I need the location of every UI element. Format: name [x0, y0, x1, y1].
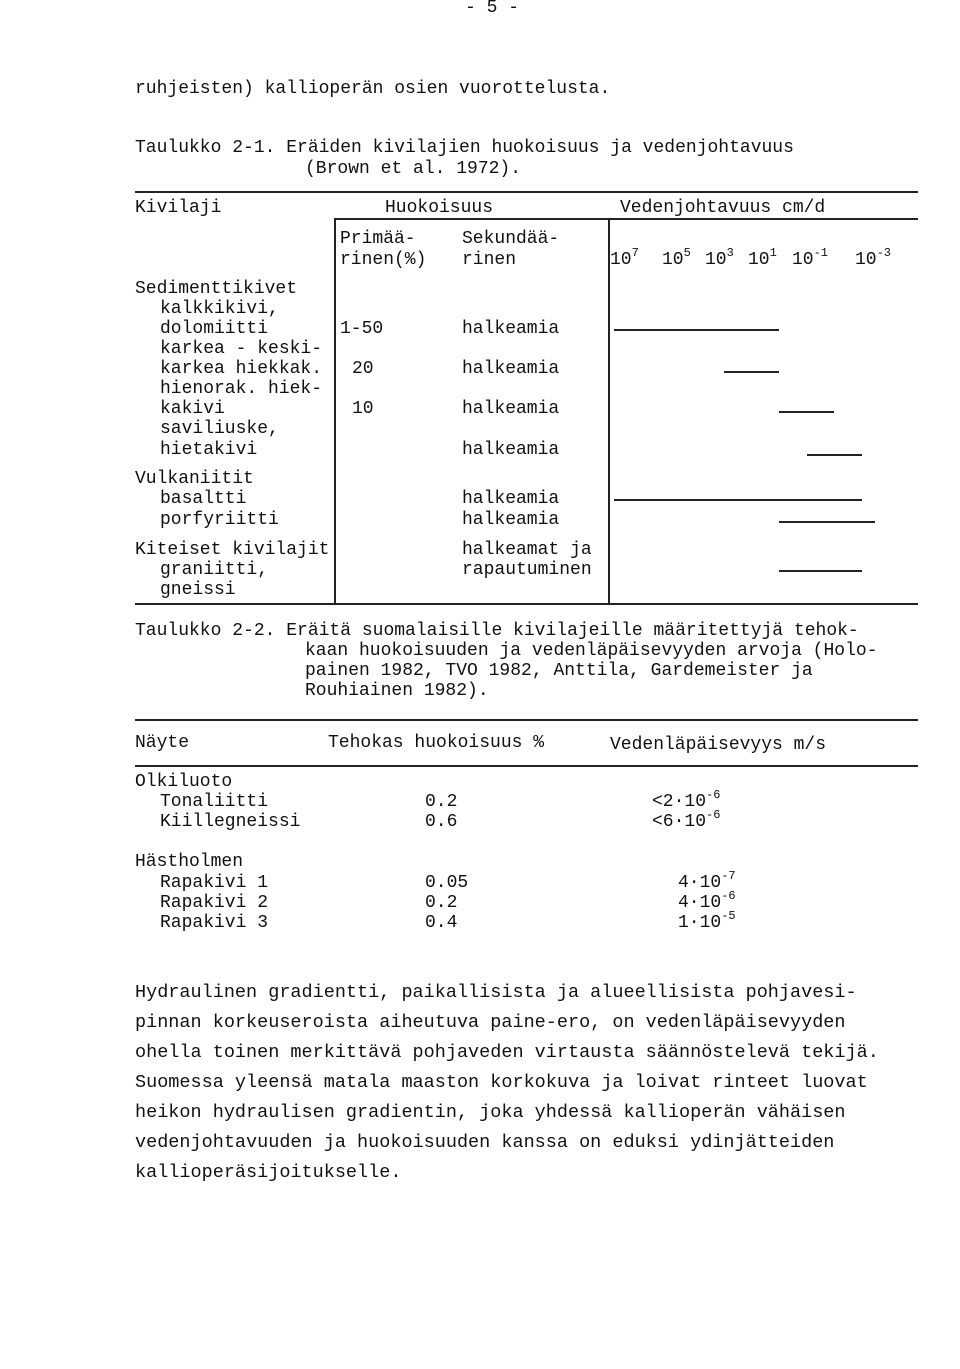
rock-group-volcanic: Vulkaniitit [135, 469, 254, 489]
table2-porosity-value: 0.2 [425, 792, 458, 812]
table1-header-secondary-1: Sekundää- [462, 229, 560, 249]
paragraph-line: pinnan korkeuseroista aiheutuva paine-ero, on vedenläpäisevyyden [135, 1012, 846, 1033]
table2-permeability-value: $<6\cdot 10^{-6}$ [652, 808, 721, 832]
secondary-value: halkeamia [462, 489, 560, 509]
conductivity-range-bar [614, 499, 862, 501]
secondary-value: halkeamat ja [462, 540, 592, 560]
rock-line: basaltti [160, 489, 247, 509]
conductivity-range-bar [614, 329, 779, 331]
rock-line: porfyriitti [160, 510, 279, 530]
table2-porosity-value: 0.4 [425, 913, 458, 933]
scale-tick: $10^7$ [610, 246, 639, 270]
rock-line: saviliuske, [160, 419, 279, 439]
table1-header-secondary-2: rinen [462, 250, 517, 270]
table1-caption-line2: (Brown et al. 1972). [305, 159, 522, 179]
table2-caption-line3: painen 1982, TVO 1982, Anttila, Gardemeister ja [305, 661, 813, 681]
table2-header-porosity: Tehokas huokoisuus % [328, 733, 545, 753]
paragraph-line: Suomessa yleensä matala maaston korkokuva ja loivat rinteet luovat [135, 1072, 868, 1093]
secondary-value: halkeamia [462, 399, 560, 419]
table2-sample-name: Rapakivi 2 [160, 893, 269, 913]
table1-divider-right [608, 218, 610, 604]
table1-header-rule [334, 218, 918, 220]
table2-sample-name: Tonaliitti [160, 792, 269, 812]
table2-caption-line2: kaan huokoisuuden ja vedenläpäisevyyden arvoja (Holo- [305, 641, 878, 661]
table2-top-rule [135, 719, 918, 721]
table2-sample-name: Rapakivi 1 [160, 873, 269, 893]
table2-permeability-value: $4\cdot 10^{-7}$ [678, 869, 736, 893]
paragraph-line: ohella toinen merkittävä pohjaveden virtausta säännöstelevä tekijä. [135, 1042, 879, 1063]
rock-line: kakivi [160, 399, 225, 419]
table1-caption-line1: Taulukko 2-1. Eräiden kivilajien huokoisuus ja vedenjohtavuus [135, 138, 794, 158]
table1-bottom-rule [135, 603, 918, 605]
intro-line: ruhjeisten) kallioperän osien vuorottelusta. [135, 79, 611, 99]
table2-sample-name: Kiillegneissi [160, 812, 301, 832]
table1-divider-left [334, 218, 336, 604]
scale-tick: $10^{-3}$ [855, 246, 892, 270]
conductivity-range-bar [724, 371, 779, 373]
rock-line: karkea hiekkak. [160, 359, 323, 379]
table2-header-sample: Näyte [135, 733, 190, 753]
rock-line: kalkkikivi, [160, 299, 279, 319]
conductivity-range-bar [779, 570, 862, 572]
conductivity-range-bar [807, 454, 862, 456]
rock-line: graniitti, [160, 560, 269, 580]
table2-caption-line4: Rouhiainen 1982). [305, 681, 489, 701]
paragraph-line: Hydraulinen gradientti, paikallisista ja alueellisista pohjavesi- [135, 982, 857, 1003]
table1-header-huokoisuus: Huokoisuus [385, 198, 494, 218]
table2-permeability-value: $4\cdot 10^{-6}$ [678, 889, 736, 913]
table2-permeability-value: $<2\cdot 10^{-6}$ [652, 788, 721, 812]
table2-header-permeability: Vedenläpäisevyys m/s [610, 735, 827, 755]
rock-line: dolomiitti [160, 319, 269, 339]
rock-group-crystalline: Kiteiset kivilajit [135, 540, 330, 560]
table2-porosity-value: 0.6 [425, 812, 458, 832]
primary-value: 1-50 [340, 319, 384, 339]
rock-line: gneissi [160, 580, 236, 600]
conductivity-range-bar [779, 521, 875, 523]
paragraph-line: vedenjohtavuuden ja huokoisuuden kanssa on eduksi ydinjätteiden [135, 1132, 835, 1153]
table1-header-vedenjohtavuus: Vedenjohtavuus cm/d [620, 198, 826, 218]
table1-header-kivilaji: Kivilaji [135, 198, 222, 218]
table1-header-primary-1: Primää- [340, 229, 416, 249]
scale-tick: $10^1$ [748, 246, 777, 270]
rock-group-sedimentary: Sedimenttikivet [135, 279, 298, 299]
table2-permeability-value: $1\cdot 10^{-5}$ [678, 909, 736, 933]
secondary-value: halkeamia [462, 359, 560, 379]
secondary-value: halkeamia [462, 510, 560, 530]
rock-line: hienorak. hiek- [160, 379, 323, 399]
table2-porosity-value: 0.2 [425, 893, 458, 913]
primary-value: 10 [352, 399, 374, 419]
table1-top-rule [135, 191, 918, 193]
table2-site: Hästholmen [135, 852, 244, 872]
rock-line: hietakivi [160, 440, 258, 460]
table2-header-rule [135, 765, 918, 767]
scale-tick: $10^{-1}$ [792, 246, 829, 270]
conductivity-range-bar [779, 411, 834, 413]
secondary-value: rapautuminen [462, 560, 592, 580]
page-number: - 5 - [465, 0, 520, 18]
secondary-value: halkeamia [462, 319, 560, 339]
table1-header-primary-2: rinen(%) [340, 250, 427, 270]
paragraph-line: heikon hydraulisen gradientin, joka yhdessä kallioperän vähäisen [135, 1102, 846, 1123]
rock-line: karkea - keski- [160, 339, 323, 359]
primary-value: 20 [352, 359, 374, 379]
table2-site: Olkiluoto [135, 772, 233, 792]
table2-caption-line1: Taulukko 2-2. Eräitä suomalaisille kivilajeille määritettyjä tehok- [135, 621, 859, 641]
table2-sample-name: Rapakivi 3 [160, 913, 269, 933]
secondary-value: halkeamia [462, 440, 560, 460]
paragraph-line: kallioperäsijoitukselle. [135, 1162, 402, 1183]
scale-tick: $10^5$ [662, 246, 691, 270]
table2-porosity-value: 0.05 [425, 873, 469, 893]
scale-tick: $10^3$ [705, 246, 734, 270]
